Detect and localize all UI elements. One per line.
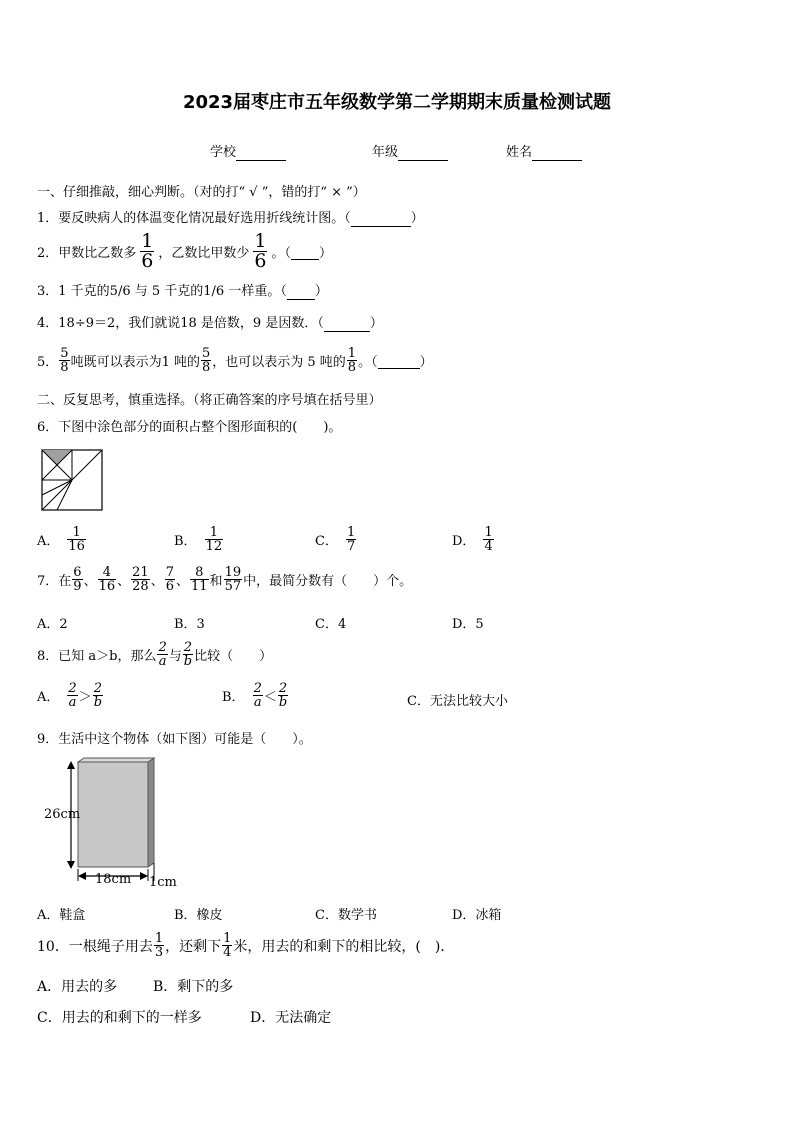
q5-f1-num: 5 bbox=[60, 346, 69, 361]
q2-fraction-2 bbox=[253, 232, 267, 271]
q7-post: 中，最简分数有（ ）个。 bbox=[243, 574, 413, 589]
q7-pre: 7．在 bbox=[37, 574, 72, 589]
q8-a-f2-den: b bbox=[93, 695, 103, 710]
q5-text-b: ，也可以表示为 5 吨的 bbox=[212, 355, 346, 370]
question-6: 6．下图中涂色部分的面积占整个图形面积的( )。 bbox=[37, 420, 342, 435]
q10-option-c[interactable]: C．用去的和剩下的一样多 bbox=[37, 1010, 202, 1026]
q9-width-label: 18cm bbox=[95, 872, 132, 887]
q7-f5-num: 8 bbox=[195, 565, 204, 580]
q2-f1-num: 1 bbox=[141, 230, 154, 252]
question-5 bbox=[37, 347, 433, 374]
q8-b-fraction-2 bbox=[278, 682, 288, 709]
q6-c-den: 7 bbox=[346, 539, 356, 554]
q2-pre: 2．甲数比乙数多 bbox=[37, 246, 137, 261]
question-2 bbox=[37, 232, 332, 271]
q3-text: 3．1 千克的5/6 与 5 千克的1/6 一样重。（ bbox=[37, 284, 287, 299]
q8-post: 比较（ ） bbox=[194, 649, 273, 664]
q6-c-fraction bbox=[346, 526, 356, 553]
q7-fraction-6 bbox=[224, 566, 243, 593]
q10-f2-den: 4 bbox=[223, 945, 232, 960]
q5-fraction-2 bbox=[201, 347, 211, 374]
q6-d-num: 1 bbox=[484, 525, 493, 540]
q9-option-b[interactable]: B．橡皮 bbox=[174, 908, 223, 923]
q10-option-a[interactable]: A．用去的多 bbox=[37, 979, 118, 995]
q8-b-lt: ＜ bbox=[263, 690, 277, 705]
q7-sep: 、 bbox=[175, 574, 189, 589]
grade-label: 年级 bbox=[372, 145, 399, 160]
q7-f6-num: 19 bbox=[224, 565, 242, 580]
q10-mid: ，还剩下 bbox=[165, 938, 222, 955]
q8-b-fraction-1 bbox=[253, 682, 263, 709]
q1-answer-blank[interactable] bbox=[351, 211, 411, 227]
q6-c-label: C． bbox=[315, 534, 338, 549]
q5-f2-den: 8 bbox=[201, 360, 211, 375]
q7-option-c[interactable]: C．4 bbox=[315, 617, 347, 632]
q10-option-b[interactable]: B．剩下的多 bbox=[153, 979, 234, 995]
q5-answer-blank[interactable] bbox=[378, 353, 420, 369]
q7-f1-num: 6 bbox=[73, 565, 82, 580]
q3-close: ） bbox=[314, 284, 328, 299]
q7-f5-den: 11 bbox=[191, 579, 208, 594]
q10-f2-num: 1 bbox=[223, 931, 232, 946]
name-blank[interactable] bbox=[532, 145, 582, 161]
q7-f2-num: 4 bbox=[102, 565, 111, 580]
q6-a-num: 1 bbox=[72, 525, 81, 540]
page-title: 2023届枣庄市五年级数学第二学期期末质量检测试题 bbox=[182, 92, 612, 113]
q9-option-a[interactable]: A．鞋盒 bbox=[37, 908, 86, 923]
q8-fraction-1 bbox=[157, 641, 167, 668]
q10-f1-num: 1 bbox=[154, 931, 164, 946]
q7-sep: 、 bbox=[150, 574, 164, 589]
q6-figure bbox=[41, 449, 103, 511]
q6-d-fraction bbox=[483, 526, 493, 553]
q2-close: ） bbox=[319, 246, 333, 261]
q8-a-label: A． bbox=[37, 690, 60, 705]
question-9: 9．生活中这个物体（如下图）可能是（ ）。 bbox=[37, 732, 312, 747]
q6-b-den: 12 bbox=[205, 539, 223, 554]
q6-d-label: D． bbox=[452, 534, 476, 549]
q7-f6-den: 57 bbox=[224, 579, 242, 594]
q8-b-f2-num: 2 bbox=[278, 681, 288, 696]
q6-b-fraction bbox=[205, 526, 224, 553]
q8-a-f2-num: 2 bbox=[93, 681, 102, 696]
q2-answer-blank[interactable] bbox=[291, 244, 319, 260]
q2-mid: ，乙数比甲数少 bbox=[158, 246, 250, 261]
question-7 bbox=[37, 566, 412, 593]
q8-f2-num: 2 bbox=[183, 640, 193, 655]
q9-depth-label: 1cm bbox=[149, 875, 177, 890]
q3-answer-blank[interactable] bbox=[287, 284, 315, 300]
q4-text: 4．18÷9＝2，我们就说18 是倍数，9 是因数．（ bbox=[37, 316, 324, 331]
q8-a-fraction-1 bbox=[67, 682, 77, 709]
q7-fraction-2 bbox=[98, 566, 117, 593]
q1-close: ） bbox=[410, 211, 424, 226]
q8-a-f1-num: 2 bbox=[68, 681, 77, 696]
q2-fraction-1 bbox=[140, 232, 154, 271]
q10-option-d[interactable]: D．无法确定 bbox=[250, 1010, 332, 1026]
q6-c-num: 1 bbox=[346, 525, 356, 540]
q8-b-label: B． bbox=[222, 690, 245, 705]
q8-b-f2-den: b bbox=[278, 695, 288, 710]
q5-pre: 5． bbox=[37, 355, 59, 370]
q2-post: 。（ bbox=[271, 246, 291, 261]
question-10 bbox=[37, 932, 454, 959]
q5-f3-den: 8 bbox=[347, 360, 357, 375]
school-field bbox=[210, 141, 286, 161]
q8-b-f1-num: 2 bbox=[253, 681, 262, 696]
q6-a-den: 16 bbox=[68, 539, 85, 554]
q9-figure bbox=[40, 757, 190, 892]
q8-f2-den: b bbox=[183, 654, 193, 669]
q6-a-fraction bbox=[67, 526, 86, 553]
q7-option-a[interactable]: A．2 bbox=[37, 617, 68, 632]
section1-heading: 一、仔细推敲，细心判断。（对的打“ √ ”，错的打“ × ”） bbox=[37, 185, 366, 200]
q7-fraction-4 bbox=[165, 566, 175, 593]
section2-heading: 二、反复思考，慎重选择。（将正确答案的序号填在括号里） bbox=[37, 393, 382, 408]
q5-close: ） bbox=[419, 355, 433, 370]
q10-post: 米，用去的和剩下的相比较，( )． bbox=[233, 938, 455, 955]
q8-a-gt: ＞ bbox=[78, 690, 92, 705]
q8-a-f1-den: a bbox=[68, 695, 77, 710]
name-field bbox=[506, 141, 582, 161]
q9-height-label: 26cm bbox=[44, 807, 81, 822]
q7-sep: 、 bbox=[83, 574, 97, 589]
q7-and: 和 bbox=[209, 574, 223, 589]
q6-option-a[interactable] bbox=[37, 526, 87, 553]
school-label: 学校 bbox=[210, 145, 237, 160]
name-label: 姓名 bbox=[506, 145, 533, 160]
q6-option-b[interactable] bbox=[174, 526, 224, 553]
q7-f1-den: 9 bbox=[73, 579, 82, 594]
question-8 bbox=[37, 641, 272, 668]
q6-b-label: B． bbox=[174, 534, 197, 549]
q7-fraction-5 bbox=[190, 566, 209, 593]
question-4 bbox=[37, 312, 383, 332]
grade-blank[interactable] bbox=[398, 145, 448, 161]
q6-a-label: A． bbox=[37, 534, 60, 549]
q8-option-a[interactable] bbox=[37, 682, 104, 709]
q5-f2-num: 5 bbox=[201, 346, 211, 361]
q7-f4-num: 7 bbox=[165, 565, 174, 580]
q10-fraction-2 bbox=[222, 932, 232, 959]
q5-text-c: 。（ bbox=[358, 355, 378, 370]
school-blank[interactable] bbox=[236, 145, 286, 161]
q7-option-b[interactable]: B．3 bbox=[174, 617, 205, 632]
q7-f2-den: 16 bbox=[98, 579, 116, 594]
q5-fraction-1 bbox=[59, 347, 69, 374]
q8-a-fraction-2 bbox=[93, 682, 103, 709]
q7-option-d[interactable]: D．5 bbox=[452, 617, 484, 632]
q10-f1-den: 3 bbox=[154, 945, 164, 960]
question-3 bbox=[37, 280, 328, 300]
q10-fraction-1 bbox=[154, 932, 164, 959]
q2-f2-num: 1 bbox=[254, 230, 267, 252]
q6-option-d[interactable] bbox=[452, 526, 495, 553]
q8-b-f1-den: a bbox=[253, 695, 262, 710]
grade-field bbox=[372, 141, 448, 161]
q4-close: ） bbox=[369, 316, 383, 331]
q8-option-b[interactable] bbox=[222, 682, 289, 709]
q7-f3-num: 21 bbox=[132, 565, 149, 580]
q9-option-c[interactable]: C．数学书 bbox=[315, 908, 377, 923]
q8-f1-den: a bbox=[158, 654, 167, 669]
q7-sep: 、 bbox=[117, 574, 131, 589]
q9-option-d[interactable]: D．冰箱 bbox=[452, 908, 502, 923]
q5-f1-den: 8 bbox=[60, 360, 69, 375]
q6-b-num: 1 bbox=[209, 525, 218, 540]
q6-option-c[interactable] bbox=[315, 526, 357, 553]
q8-with: 与 bbox=[168, 649, 182, 664]
q7-fraction-1 bbox=[72, 566, 82, 593]
q7-f3-den: 28 bbox=[132, 579, 149, 594]
q2-f1-den: 6 bbox=[141, 250, 154, 272]
q8-pre: 8．已知 a＞b，那么 bbox=[37, 649, 157, 664]
q6-d-den: 4 bbox=[484, 539, 493, 554]
q8-fraction-2 bbox=[183, 641, 193, 668]
q5-f3-num: 1 bbox=[347, 346, 357, 361]
q8-option-c[interactable]: C．无法比较大小 bbox=[407, 694, 508, 709]
q4-answer-blank[interactable] bbox=[324, 316, 370, 332]
q8-f1-num: 2 bbox=[158, 640, 167, 655]
question-1 bbox=[37, 207, 424, 227]
q10-pre: 10．一根绳子用去 bbox=[37, 938, 153, 955]
q5-fraction-3 bbox=[347, 347, 357, 374]
q7-fraction-3 bbox=[131, 566, 150, 593]
q1-text: 1．要反映病人的体温变化情况最好选用折线统计图。（ bbox=[37, 211, 351, 226]
q2-f2-den: 6 bbox=[254, 250, 267, 272]
q7-f4-den: 6 bbox=[165, 579, 174, 594]
q5-text-a: 吨既可以表示为1 吨的 bbox=[70, 355, 200, 370]
